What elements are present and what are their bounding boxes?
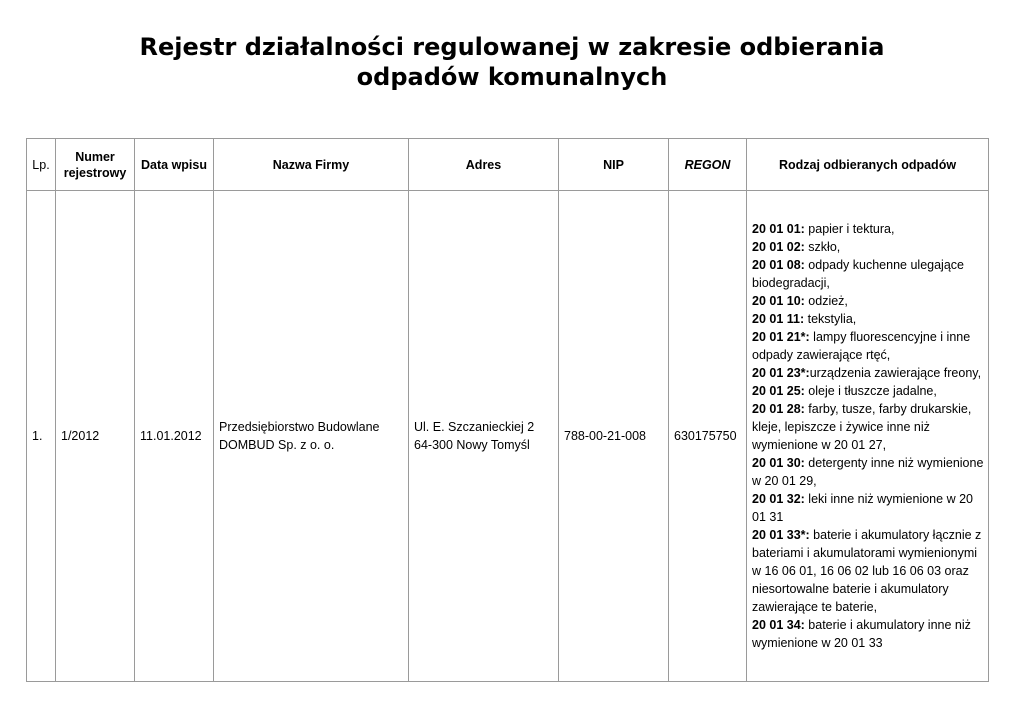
waste-item <box>752 490 984 526</box>
waste-description: urządzenia zawierające freony, <box>809 366 982 380</box>
waste-code: 20 01 25: <box>752 384 805 398</box>
table-row <box>27 191 989 682</box>
waste-item <box>752 382 984 400</box>
firma-line-1: Przedsiębiorstwo Budowlane <box>219 420 380 434</box>
adres-line-2: 64-300 Nowy Tomyśl <box>414 438 530 452</box>
waste-item <box>752 328 984 364</box>
header-numer-line-2: rejestrowy <box>63 165 127 180</box>
header-nazwa-firmy: Nazwa Firmy <box>214 139 409 191</box>
waste-description: odzież, <box>804 294 848 308</box>
cell-nazwa-firmy <box>214 191 409 682</box>
waste-description: leki inne niż wymienione w 20 01 31 <box>752 492 973 524</box>
waste-code: 20 01 10: <box>752 294 805 308</box>
waste-item <box>752 616 984 652</box>
title-line-1: Rejestr działalności regulowanej w zakresie odbierania <box>139 33 885 61</box>
waste-description: tekstylia, <box>804 312 857 326</box>
waste-description: farby, tusze, farby drukarskie, kleje, lepiszcze i żywice inne niż wymienione w 20 01 27, <box>752 402 972 452</box>
waste-description: oleje i tłuszcze jadalne, <box>804 384 937 398</box>
waste-description: szkło, <box>804 240 841 254</box>
waste-code: 20 01 11: <box>752 312 805 326</box>
waste-item <box>752 454 984 490</box>
header-lp: Lp. <box>27 139 56 191</box>
header-regon: REGON <box>669 139 747 191</box>
header-rodzaj-odpadow: Rodzaj odbieranych odpadów <box>747 139 989 191</box>
waste-code: 20 01 34: <box>752 618 805 632</box>
waste-description: detergenty inne niż wymienione w 20 01 29, <box>752 456 984 488</box>
cell-data-wpisu: 11.01.2012 <box>135 191 214 682</box>
waste-item <box>752 364 984 382</box>
title-line-2: odpadów komunalnych <box>356 63 668 91</box>
waste-code: 20 01 01: <box>752 222 805 236</box>
firma-line-2: DOMBUD Sp. z o. o. <box>219 438 335 452</box>
waste-code: 20 01 02: <box>752 240 805 254</box>
cell-regon: 630175750 <box>669 191 747 682</box>
waste-item <box>752 292 984 310</box>
waste-code: 20 01 23*: <box>752 366 810 380</box>
waste-code: 20 01 32: <box>752 492 805 506</box>
cell-lp: 1. <box>27 191 56 682</box>
waste-item <box>752 256 984 292</box>
waste-description: baterie i akumulatory łącznie z bateriami i akumulatorami wymienionymi w 16 06 01, 16 06 02 lub 16 06 03 oraz niesortowalne baterie i akumulatory zawierające te baterie, <box>752 528 982 614</box>
waste-code: 20 01 30: <box>752 456 805 470</box>
cell-adres <box>409 191 559 682</box>
cell-numer-rejestrowy: 1/2012 <box>56 191 135 682</box>
waste-code: 20 01 33*: <box>752 528 810 542</box>
waste-item <box>752 526 984 616</box>
adres-line-1: Ul. E. Szczanieckiej 2 <box>414 420 535 434</box>
waste-description: baterie i akumulatory inne niż wymienione w 20 01 33 <box>752 618 971 650</box>
waste-code: 20 01 21*: <box>752 330 810 344</box>
waste-item <box>752 400 984 454</box>
cell-rodzaj-odpadow <box>747 191 989 682</box>
header-data-wpisu: Data wpisu <box>135 139 214 191</box>
cell-nip: 788-00-21-008 <box>559 191 669 682</box>
waste-description: odpady kuchenne ulegające biodegradacji, <box>752 258 964 290</box>
waste-item <box>752 238 984 256</box>
waste-item <box>752 310 984 328</box>
waste-code: 20 01 08: <box>752 258 805 272</box>
header-adres: Adres <box>409 139 559 191</box>
waste-description: papier i tektura, <box>804 222 895 236</box>
header-numer-rejestrowy <box>56 139 135 191</box>
waste-description: lampy fluorescencyjne i inne odpady zawierające rtęć, <box>752 330 971 362</box>
waste-list <box>752 220 984 652</box>
header-numer-line-1: Numer <box>75 149 115 164</box>
waste-item <box>752 220 984 238</box>
document-title <box>0 32 1024 92</box>
waste-code: 20 01 28: <box>752 402 805 416</box>
header-row <box>27 139 989 191</box>
register-table <box>26 138 989 682</box>
header-nip: NIP <box>559 139 669 191</box>
